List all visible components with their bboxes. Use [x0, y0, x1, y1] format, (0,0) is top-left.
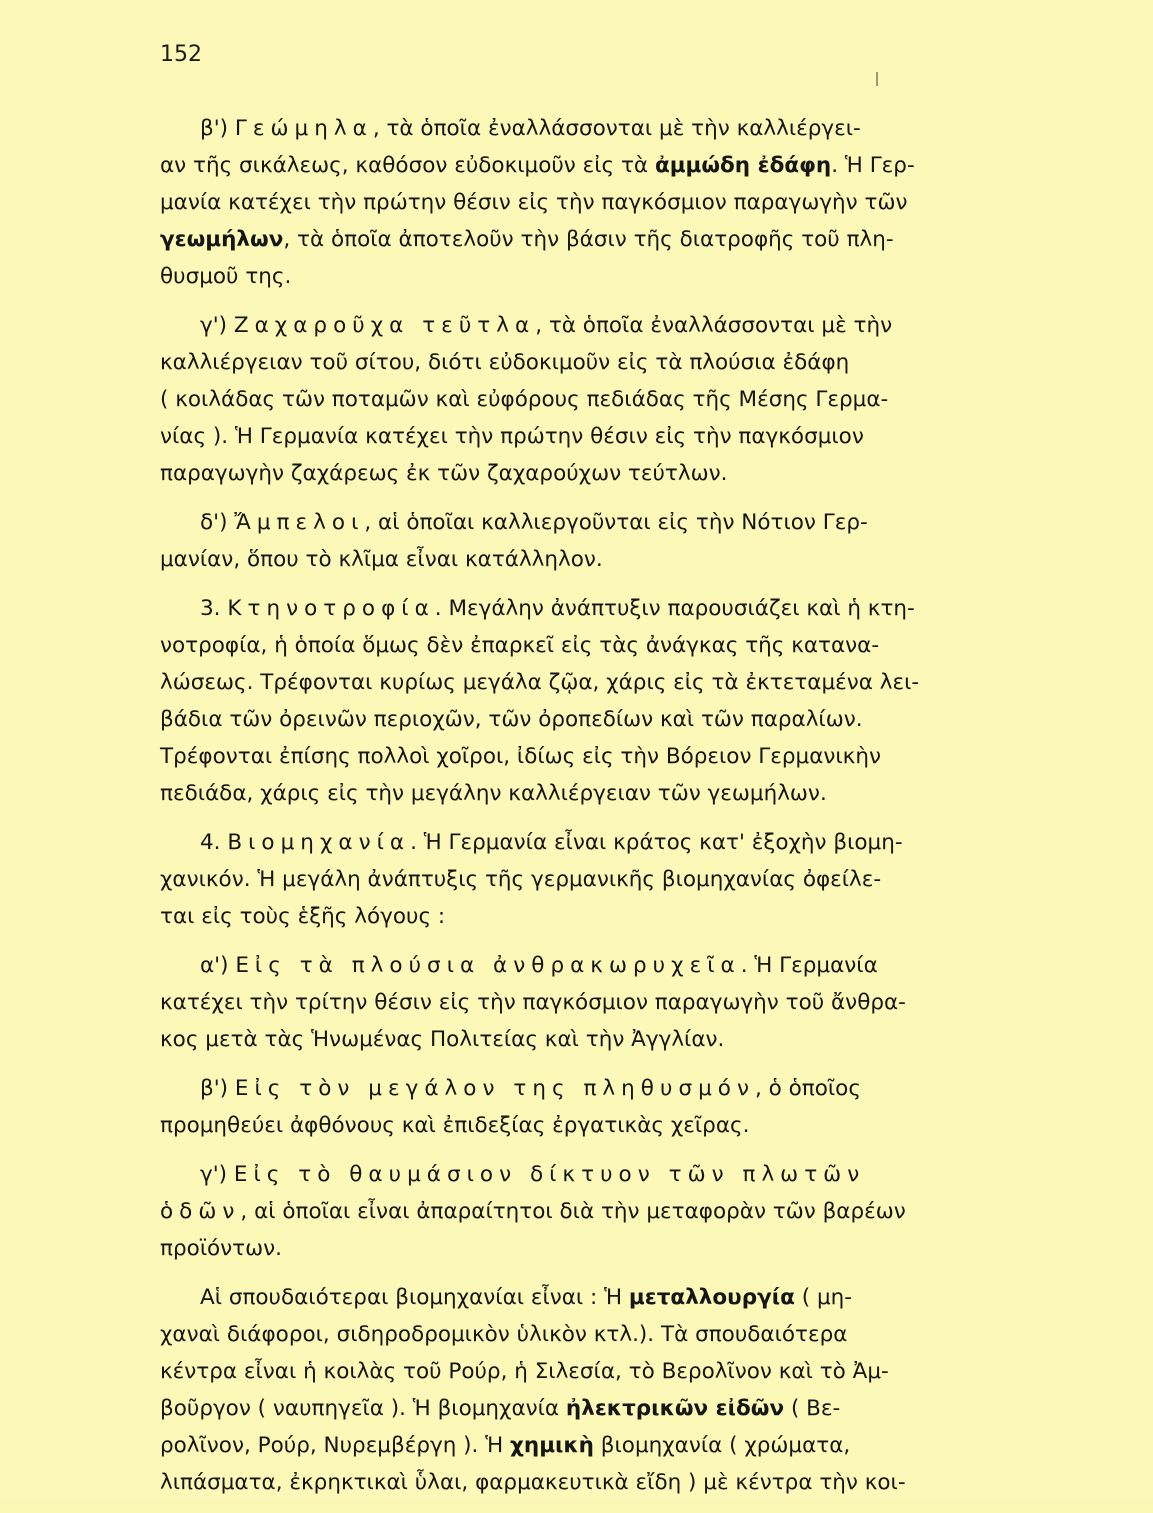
- bold-term: γεωμήλων: [160, 227, 284, 252]
- body-text: [160, 110, 1030, 1513]
- text-segment: κέντρα εἶναι ἡ κοιλὰς τοῦ Ρούρ, ἡ Σιλεσία, τὸ Βερολῖνον καὶ τὸ Ἀμ-: [160, 1359, 889, 1384]
- text-line: [160, 1193, 1030, 1230]
- text-line: [160, 1107, 1030, 1144]
- text-segment: . Μεγάλην ἀνάπτυξιν παρουσιάζει καὶ ἡ κτη-: [434, 596, 915, 621]
- bold-term: μεταλλουργία: [628, 1285, 795, 1310]
- text-segment: βάδια τῶν ὀρεινῶν περιοχῶν, τῶν ὀροπεδίων καὶ τῶν παραλίων.: [160, 707, 863, 732]
- text-line: [160, 898, 1030, 935]
- text-line: [160, 984, 1030, 1021]
- text-segment: προμηθεύει ἀφθόνους καὶ ἐπιδεξίας ἐργατικὰς χεῖρας.: [160, 1113, 750, 1138]
- text-line: [160, 1021, 1030, 1058]
- text-line: [160, 1230, 1030, 1267]
- text-line: [160, 947, 1030, 984]
- text-segment: 4.: [200, 830, 228, 855]
- text-line: [160, 1316, 1030, 1353]
- text-segment: νοτροφία, ἡ ὁποία ὅμως δὲν ἐπαρκεῖ εἰς τὰς ἀνάγκας τῆς κατανα-: [160, 633, 880, 658]
- text-line: [160, 1279, 1030, 1316]
- spaced-heading: Εἰς τὸ θαυμάσιον δίκτυον τῶν πλωτῶν: [233, 1162, 866, 1187]
- text-line: [160, 504, 1030, 541]
- text-segment: προϊόντων.: [160, 1236, 282, 1261]
- text-segment: 3.: [200, 596, 228, 621]
- text-segment: αν τῆς σικάλεως, καθόσον εὐδοκιμοῦν εἰς τὰ: [160, 153, 655, 178]
- paper-mark: [876, 72, 878, 86]
- text-segment: ( κοιλάδας τῶν ποταμῶν καὶ εὐφόρους πεδιάδας τῆς Μέσης Γερμα-: [160, 387, 889, 412]
- text-line: [160, 1427, 1030, 1464]
- text-segment: βοῦργον ( ναυπηγεῖα ). Ἡ βιομηχανία: [160, 1396, 566, 1421]
- text-line: [160, 381, 1030, 418]
- text-segment: Αἱ σπουδαιότεραι βιομηχανίαι εἶναι : Ἡ: [200, 1285, 629, 1310]
- text-segment: χαναὶ διάφοροι, σιδηροδρομικὸν ὑλικὸν κτλ.). Τὰ σπουδαιότερα: [160, 1322, 848, 1347]
- text-segment: καλλιέργειαν τοῦ σίτου, διότι εὐδοκιμοῦν εἰς τὰ πλούσια ἐδάφη: [160, 350, 850, 375]
- spaced-heading: Γεώμηλα: [234, 116, 373, 141]
- text-line: [160, 418, 1030, 455]
- text-line: [160, 147, 1030, 184]
- text-line: [160, 1070, 1030, 1107]
- text-line: [160, 258, 1030, 295]
- text-segment: μανίαν, ὅπου τὸ κλῖμα εἶναι κατάλληλον.: [160, 547, 603, 572]
- spaced-heading: Ἄμπελοι: [234, 510, 365, 535]
- text-segment: , ὁ ὁποῖος: [755, 1076, 861, 1101]
- bold-term: χημικὴ: [510, 1433, 594, 1458]
- text-segment: κος μετὰ τὰς Ἡνωμένας Πολιτείας καὶ τὴν Ἀγγλίαν.: [160, 1027, 725, 1052]
- text-segment: β'): [200, 116, 235, 141]
- text-segment: νίας ). Ἡ Γερμανία κατέχει τὴν πρώτην θέσιν εἰς τὴν παγκόσμιον: [160, 424, 864, 449]
- text-line: [160, 307, 1030, 344]
- text-segment: κατέχει τὴν τρίτην θέσιν εἰς τὴν παγκόσμιον παραγωγὴν τοῦ ἄνθρα-: [160, 990, 906, 1015]
- text-line: [160, 664, 1030, 701]
- text-line: [160, 221, 1030, 258]
- text-segment: ( μη-: [794, 1285, 853, 1310]
- text-segment: Τρέφονται ἐπίσης πολλοὶ χοῖροι, ἰδίως εἰς τὴν Βόρειον Γερμανικὴν: [160, 744, 881, 769]
- text-segment: . Ἡ Γερμανία εἶναι κράτος κατ' ἐξοχὴν βιομη-: [410, 830, 903, 855]
- text-segment: , τὰ ὁποῖα ἀποτελοῦν τὴν βάσιν τῆς διατροφῆς τοῦ πλη-: [283, 227, 894, 252]
- text-line: [160, 627, 1030, 664]
- text-segment: γ'): [200, 1162, 234, 1187]
- spaced-heading: Κτηνοτροφία: [227, 596, 435, 621]
- text-segment: , αἱ ὁποῖαι καλλιεργοῦνται εἰς τὴν Νότιον Γερ-: [364, 510, 868, 535]
- bold-term: ἀμμώδη ἐδάφη: [654, 153, 832, 178]
- text-segment: , τὰ ὁποῖα ἐναλλάσσονται μὲ τὴν καλλιέργει-: [372, 116, 861, 141]
- text-line: [160, 861, 1030, 898]
- paragraph: [160, 824, 1030, 935]
- paragraph: [160, 110, 1030, 295]
- text-segment: β'): [200, 1076, 235, 1101]
- text-segment: μανία κατέχει τὴν πρώτην θέσιν εἰς τὴν παγκόσμιον παραγωγὴν τῶν: [160, 190, 908, 215]
- text-segment: , τὰ ὁποῖα ἐναλλάσσονται μὲ τὴν: [535, 313, 893, 338]
- text-line: [160, 541, 1030, 578]
- text-segment: . Ἡ Γερμανία: [740, 953, 878, 978]
- page-number: 152: [160, 42, 202, 67]
- text-line: [160, 344, 1030, 381]
- text-segment: λώσεως. Τρέφονται κυρίως μεγάλα ζῷα, χάρις εἰς τὰ ἐκτεταμένα λει-: [160, 670, 920, 695]
- paragraph: [160, 1070, 1030, 1144]
- text-segment: , αἱ ὁποῖαι εἶναι ἀπαραίτητοι διὰ τὴν μεταφορὰν τῶν βαρέων: [240, 1199, 906, 1224]
- text-segment: χανικόν. Ἡ μεγάλη ἀνάπτυξις τῆς γερμανικῆς βιομηχανίας ὀφείλε-: [160, 867, 882, 892]
- text-line: [160, 824, 1030, 861]
- text-segment: λιπάσματα, ἐκρηκτικαὶ ὗλαι, φαρμακευτικὰ εἴδη ) μὲ κέντρα τὴν κοι-: [160, 1470, 906, 1495]
- spaced-heading: Εἰς τὸν μεγάλον της πληθυσμόν: [234, 1076, 755, 1101]
- text-line: [160, 455, 1030, 492]
- text-line: [160, 738, 1030, 775]
- text-segment: θυσμοῦ της.: [160, 264, 292, 289]
- spaced-heading: Βιομηχανία: [227, 830, 411, 855]
- text-segment: α'): [200, 953, 236, 978]
- spaced-heading: Ζαχαροῦχα τεῦτλα: [233, 313, 536, 338]
- text-segment: δ'): [200, 510, 235, 535]
- text-segment: . Ἡ Γερ-: [831, 153, 915, 178]
- text-line: [160, 701, 1030, 738]
- paragraph: [160, 307, 1030, 492]
- text-line: [160, 775, 1030, 812]
- bold-term: ἠλεκτρικῶν εἰδῶν: [565, 1396, 785, 1421]
- spaced-heading: Εἰς τὰ πλούσια ἀνθρακωρυχεῖα: [235, 953, 741, 978]
- text-segment: ται εἰς τοὺς ἑξῆς λόγους :: [160, 904, 446, 929]
- text-segment: πεδιάδα, χάρις εἰς τὴν μεγάλην καλλιέργειαν τῶν γεωμήλων.: [160, 781, 827, 806]
- spaced-heading: ὁδῶν: [160, 1199, 241, 1224]
- text-segment: παραγωγὴν ζαχάρεως ἐκ τῶν ζαχαρούχων τεύτλων.: [160, 461, 728, 486]
- text-segment: ( Βε-: [784, 1396, 841, 1421]
- text-segment: γ'): [200, 313, 234, 338]
- text-line: [160, 110, 1030, 147]
- text-line: [160, 1353, 1030, 1390]
- text-line: [160, 1156, 1030, 1193]
- text-segment: ρολῖνον, Ρούρ, Νυρεμβέργη ). Ἡ: [160, 1433, 511, 1458]
- text-line: [160, 590, 1030, 627]
- text-segment: βιομηχανία ( χρώματα,: [593, 1433, 851, 1458]
- paragraph: [160, 1279, 1030, 1501]
- text-line: [160, 1464, 1030, 1501]
- paragraph: [160, 504, 1030, 578]
- text-line: [160, 184, 1030, 221]
- paragraph: [160, 947, 1030, 1058]
- paragraph: [160, 590, 1030, 812]
- text-line: [160, 1390, 1030, 1427]
- paragraph: [160, 1156, 1030, 1267]
